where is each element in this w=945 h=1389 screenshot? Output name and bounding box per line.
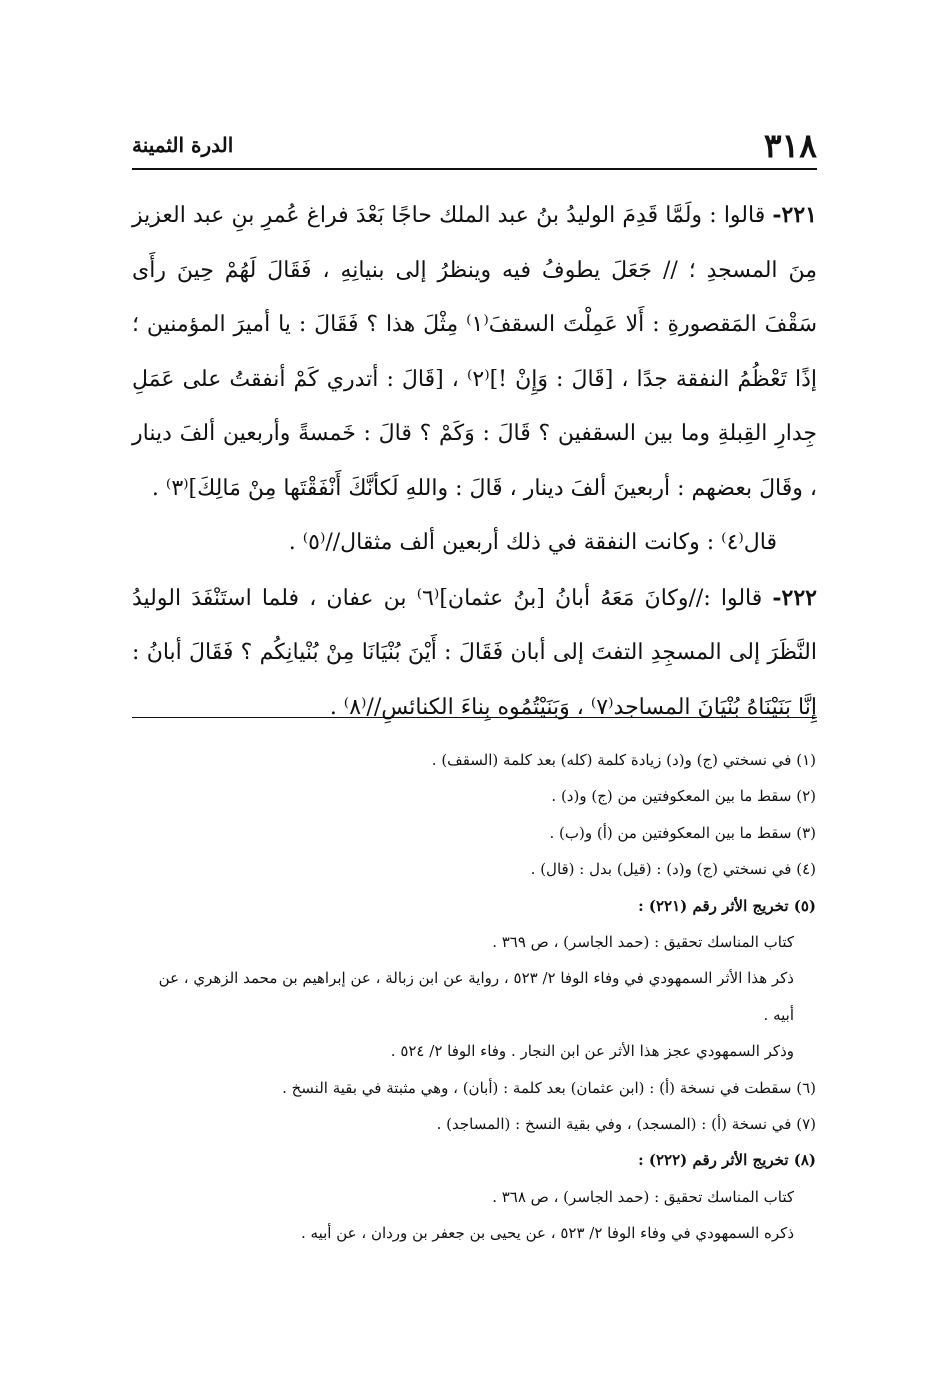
paragraph-221 bbox=[132, 188, 817, 516]
footnote-8-reference: ذكره السمهودي في وفاء الوفا ٢/ ٥٢٣ ، عن يحيى بن جعفر بن وردان ، عن أبيه . bbox=[300, 1224, 794, 1243]
paragraph-text: قالوا : ولَمَّا قَدِمَ الوليدُ بنُ عبد الملك حاجًا بَعْدَ فراغ عُمرِ بنِ عبد العزيز مِنَ المسجدِ ؛ // جَعَلَ يطوفُ فيه وينظرُ إلى بنيانِهِ ، فَقَالَ لَهُمْ حِينَ رأَى سَقْفَ المَقصورةِ : أَلا عَمِلْتَ السقفَ⁽١⁾ مِثْلَ هذا ؟ فَقَالَ : يا أميرَ المؤمنين ؛ إذًا تَعْظُمُ النفقة جدًا ، [قَالَ : وَإِنْ !]⁽٢⁾ ، [قَالَ : أتدري كَمْ أنفقتُ على عَمَلِ جِدارِ القِبلةِ وما بين السقفين ؟ قَالَ : وَكَمْ ؟ قالَ : خَمسةً وأربعين ألفَ دينار ، وقَالَ بعضهم : أربعينَ ألفَ دينار ، قَالَ : واللهِ لَكأنَّكَ أَنْفَقْتَها مِنْ مَالِكَ]⁽٣⁾ . bbox=[132, 203, 818, 501]
footnote-5-reference-2: وذكر السمهودي عجز هذا الأثر عن ابن النجار . وفاء الوفا ٢/ ٥٢٤ . bbox=[390, 1042, 794, 1061]
footnote-8-heading: (٨) تخريج الأثر رقم (٢٢٢) : bbox=[638, 1151, 816, 1170]
footnote-7: (٧) في نسخة (أ) : (المسجد) ، وفي بقية النسخ : (المساجد) . bbox=[436, 1115, 816, 1134]
footnote-5-heading: (٥) تخريج الأثر رقم (٢٢١) : bbox=[638, 896, 816, 915]
footnote-5-source: كتاب المناسك تحقيق : (حمد الجاسر) ، ص ٣٦٩ . bbox=[492, 933, 794, 952]
footnote-1: (١) في نسختي (ج) و(د) زيادة كلمة (كله) بعد كلمة (السقف) . bbox=[431, 751, 816, 769]
paragraph-text: قال⁽٤⁾ : وكانت النفقة في ذلك أربعين ألف مثقال//⁽٥⁾ . bbox=[288, 530, 777, 555]
footnote-2: (٢) سقط ما بين المعكوفتين من (ج) و(د) . bbox=[551, 787, 816, 806]
book-title: الدرة الثمينة bbox=[132, 133, 234, 157]
paragraph-number: ٢٢١- bbox=[772, 202, 817, 228]
footnote-divider bbox=[132, 717, 817, 718]
paragraph-222 bbox=[132, 571, 817, 736]
footnote-4: (٤) في نسختي (ج) و(د) : (قيل) بدل : (قال) . bbox=[530, 860, 816, 879]
paragraph-221-note bbox=[132, 516, 817, 571]
footnotes bbox=[140, 742, 816, 1252]
footnote-3: (٣) سقط ما بين المعكوفتين من (أ) و(ب) . bbox=[549, 823, 816, 842]
paragraph-text: قالوا ://وكانَ مَعَهُ أبانُ [بنُ عثمان]⁽٦⁾ بن عفان ، فلما استَنْفَدَ الوليدُ النَّظَرَ إلى المسجِدِ التفتَ إلى أبان فَقَالَ : أَيْنَ بُنْيَانَا مِنْ بُنْيانِكُم ؟ فَقَالَ أبانُ : إِنَّا بَنَيْنَاهُ بُنْيَانَ المساجد⁽٧⁾ ، وَبَنَيْتُمُوه بِناءَ الكنائسِ//⁽٨⁾ . bbox=[132, 585, 817, 720]
page-header bbox=[132, 122, 817, 170]
main-text bbox=[132, 188, 817, 735]
page-number: ٣١٨ bbox=[763, 125, 817, 165]
footnote-8-source: كتاب المناسك تحقيق : (حمد الجاسر) ، ص ٣٦٨ . bbox=[492, 1187, 794, 1206]
footnote-5-reference: ذكر هذا الأثر السمهودي في وفاء الوفا ٢/ ٥٢٣ ، رواية عن ابن زبالة ، عن إبراهيم بن محمد الزهري ، عن أبيه . bbox=[158, 969, 794, 1024]
paragraph-number: ٢٢٢- bbox=[772, 584, 817, 611]
footnote-6: (٦) سقطت في نسخة (أ) : (ابن عثمان) بعد كلمة : (أبان) ، وهي مثبتة في بقية النسخ . bbox=[282, 1078, 816, 1097]
